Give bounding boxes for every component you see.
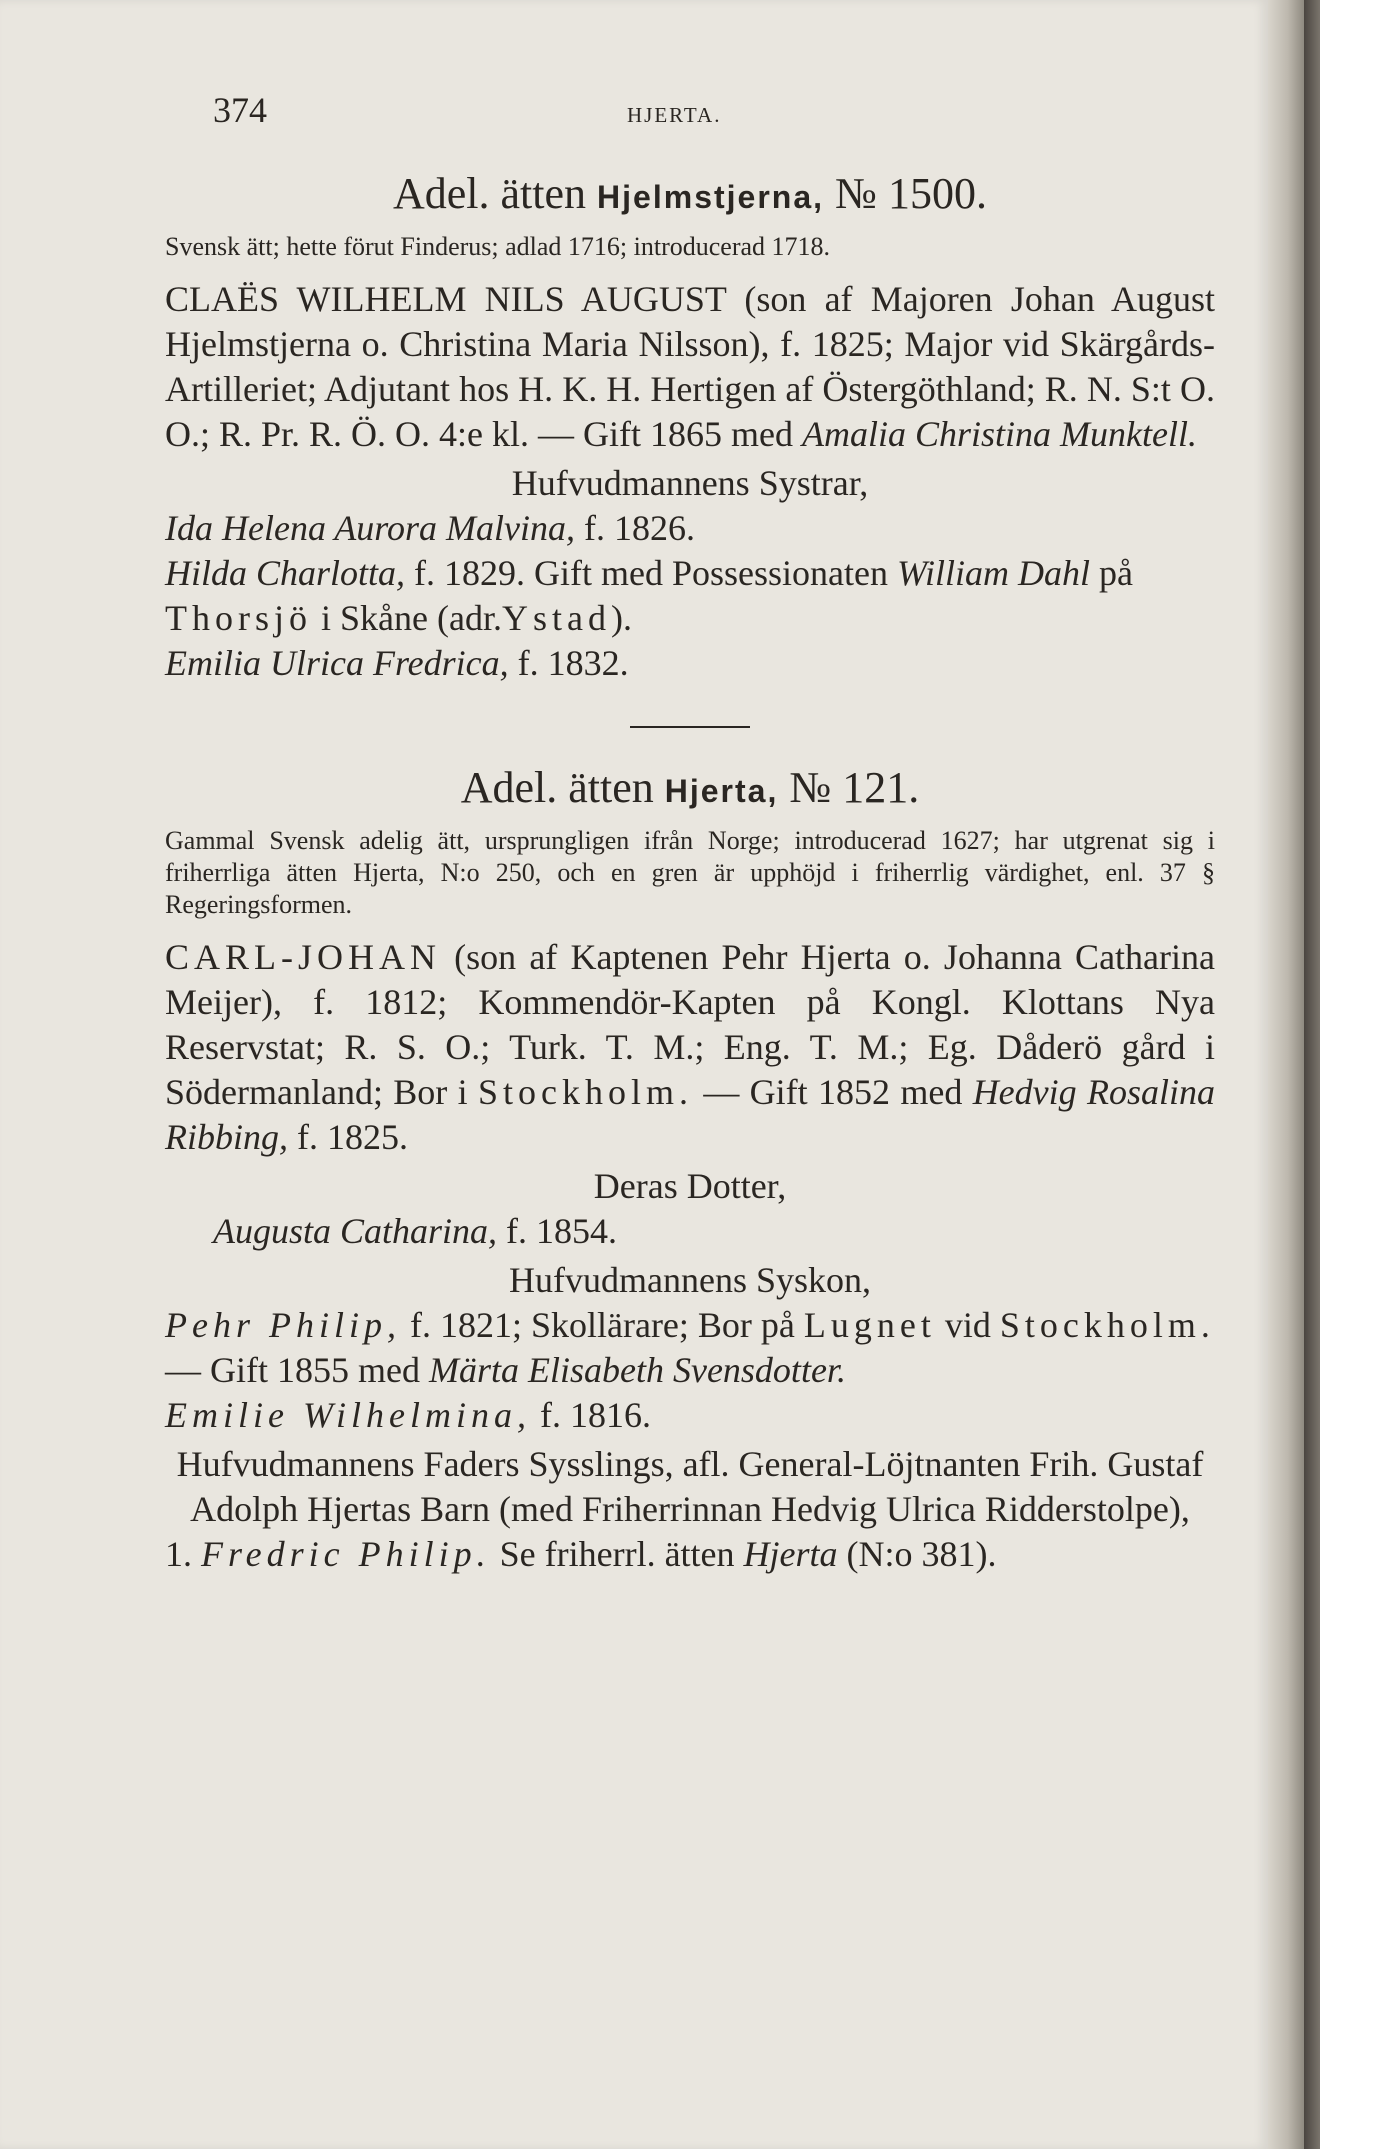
head-text: f. 1825. (297, 1117, 408, 1157)
section-title-hjerta (165, 760, 1215, 819)
family-note: Gammal Svensk adelig ätt, ursprungligen ifrån Norge; introducerad 1627; har utgrenat sig i friherrliga ätten Hjerta, N:o 250, och en gren är upphöjd i friherrlig värdighet, enl. 37 § Regeringsformen. (165, 826, 1215, 919)
list-item (165, 1303, 1215, 1393)
family-number: № 121. (789, 763, 920, 812)
head-spouse: Amalia Christina Munktell. (802, 414, 1197, 454)
head-text: — Gift 1852 med (703, 1072, 963, 1112)
head-name: CARL-JOHAN (165, 937, 442, 977)
family-name: Hjerta, (664, 773, 779, 809)
page-number: 374 (213, 90, 267, 130)
head-text: (son af Majoren Johan August Hjelmstjerna o. Christina Maria Nilsson), f. 1825; Major vid Skärgårds-Artilleriet; Adjutant hos H. K. H. Hertigen af Östergöthland; R. N. S:t O. O.; R. Pr. R. Ö. O. 4:e kl. — Gift 1865 med (165, 279, 1216, 454)
list-item (165, 641, 1215, 686)
person-text: f. 1816. (539, 1395, 651, 1435)
page-text (165, 88, 1215, 1577)
head-text: (son af Kaptenen Pehr Hjerta o. Johanna Catharina Meijer), f. 1812; Kommendör-Kapten på Kongl. Klottans Nya Reservstat; R. S. O.; Turk. T. M.; Eng. T. M.; Eg. Dåderö gård i Södermanland; Bor i (165, 937, 1215, 1112)
person-text: på (1099, 553, 1133, 593)
person-text: f. 1826. (583, 508, 695, 548)
place-name: Ystad (501, 598, 611, 638)
list-item (165, 1393, 1215, 1438)
list-item (165, 1532, 1215, 1577)
family-note: Svensk ätt; hette förut Finderus; adlad 1716; introducerad 1718. (165, 232, 831, 261)
list-item (165, 506, 1215, 551)
title-prefix: Adel. ätten (460, 763, 654, 812)
cousins-heading: Hufvudmannens Faders Sysslings, afl. General-Löjtnanten Frih. Gustaf Adolph Hjertas Barn (med Friherrinnan Hedvig Ulrica Ridderstolpe), (176, 1444, 1204, 1529)
person-text: (N:o 381). (846, 1534, 997, 1574)
list-item (165, 551, 1215, 641)
person-name: Augusta Catharina, (213, 1211, 498, 1251)
person-name: Emilie Wilhelmina, (165, 1395, 531, 1435)
person-text: f. 1832. (517, 643, 629, 683)
person-text: Se friherrl. ätten (499, 1534, 735, 1574)
place-name: Stockholm. (999, 1305, 1215, 1345)
section-title-hjelmstjerna (165, 166, 1215, 225)
book-spine (1268, 0, 1304, 2149)
head-name: CLAËS WILHELM NILS AUGUST (165, 279, 727, 319)
person-name: Fredric Philip. (201, 1534, 491, 1574)
family-number: № 1500. (835, 169, 987, 218)
person-text: ). (610, 598, 632, 638)
person-text: f. 1821; Skollärare; Bor på (409, 1305, 795, 1345)
person-name: Hilda Charlotta, (165, 553, 406, 593)
list-item (165, 1209, 1215, 1254)
spouse-name: Märta Elisabeth Svensdotter. (428, 1350, 846, 1390)
place-name: Stockholm. (477, 1072, 693, 1112)
person-name: Emilia Ulrica Fredrica, (165, 643, 509, 683)
place-name: Thorsjö (165, 598, 312, 638)
head-entry (165, 277, 1215, 457)
daughter-heading: Deras Dotter, (593, 1166, 787, 1206)
title-prefix: Adel. ätten (393, 169, 587, 218)
person-text: f. 1854. (506, 1211, 618, 1251)
person-text: i Skåne (adr. (321, 598, 502, 638)
page-header (213, 88, 1215, 138)
person-name: Ida Helena Aurora Malvina, (165, 508, 575, 548)
family-name: Hjelmstjerna, (597, 179, 825, 215)
family-reference: Hjerta (743, 1534, 838, 1574)
head-spouse: Hedvig Rosalina Ribbing, (165, 1072, 1215, 1157)
person-text: vid (944, 1305, 991, 1345)
spouse-name: William Dahl (897, 553, 1091, 593)
person-name: Pehr Philip, (165, 1305, 401, 1345)
section-divider (630, 726, 750, 728)
item-index: 1. (165, 1534, 192, 1574)
siblings-heading: Hufvudmannens Syskon, (509, 1260, 871, 1300)
person-text: — Gift 1855 med (165, 1350, 420, 1390)
book-cover-edge (1304, 0, 1320, 2149)
head-entry (165, 935, 1215, 1160)
place-name: Lugnet (803, 1305, 936, 1345)
running-title: HJERTA. (627, 103, 722, 127)
person-text: f. 1829. Gift med Possessionaten (414, 553, 888, 593)
siblings-heading: Hufvudmannens Systrar, (511, 463, 869, 503)
